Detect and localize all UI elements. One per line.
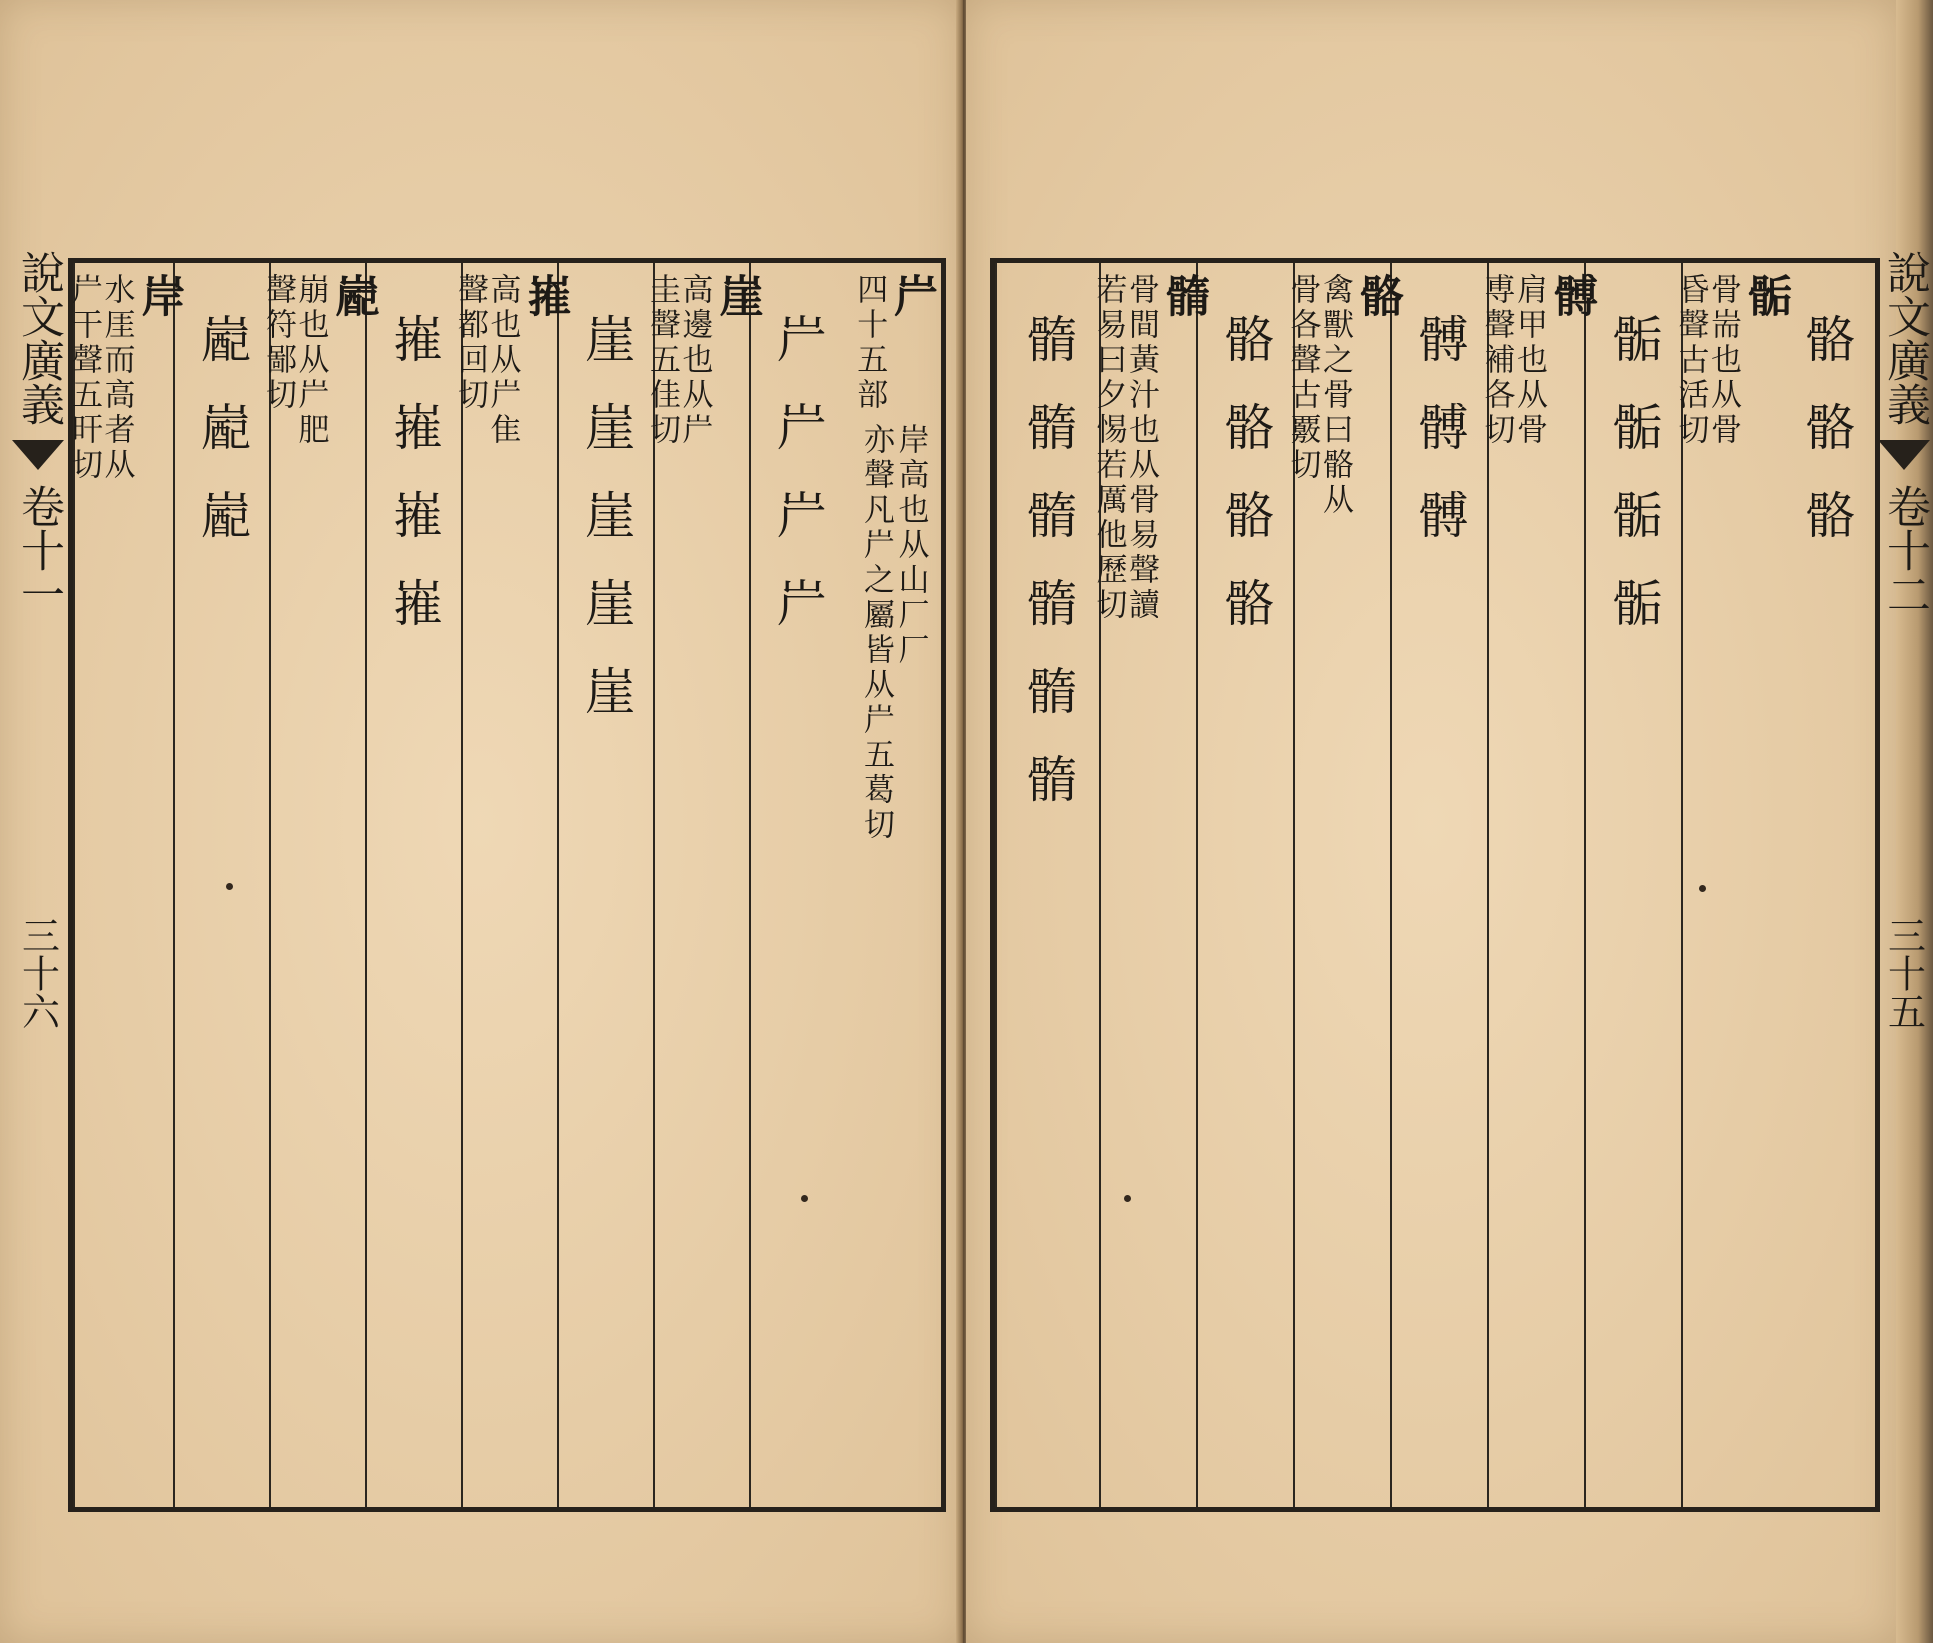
entry-head-char: 骺 xyxy=(1740,273,1792,317)
entry xyxy=(644,273,763,448)
column-3 xyxy=(644,263,763,1507)
seal-script-forms: 骼骼骼骼 xyxy=(1216,313,1275,665)
annotation-line: 四十五部 xyxy=(851,273,888,413)
entry xyxy=(1478,273,1598,448)
seal-script-forms: 屵屵屵屵 xyxy=(769,313,827,665)
annotation-line: 高邊也从屵 xyxy=(676,273,713,448)
seal-script-forms: 骺骺骺骺 xyxy=(1604,313,1663,665)
right-margin-banner xyxy=(1876,250,1932,1510)
entry xyxy=(260,273,379,448)
entry-head-char: 屵 xyxy=(886,273,938,317)
column-4 xyxy=(1478,263,1598,1507)
ink-speck xyxy=(226,883,233,890)
annotation xyxy=(853,273,886,413)
entry-head-char: 嶊 xyxy=(519,273,571,317)
annotation-line: 高也从屵隹 xyxy=(484,273,521,448)
column-9 xyxy=(995,263,1099,1507)
fish-tail-mark-icon xyxy=(1878,440,1930,470)
annotation-line: 尃聲補各切 xyxy=(1478,273,1515,448)
entry-head-char: 䯝 xyxy=(1158,273,1210,317)
annotation-pair xyxy=(1478,273,1548,448)
binding-hole xyxy=(1124,1195,1131,1202)
annotation-line: 圭聲五佳切 xyxy=(644,273,680,448)
column-5 xyxy=(1390,263,1487,1507)
column-5 xyxy=(452,263,571,1507)
annotation-pair xyxy=(452,273,521,448)
left-margin-banner xyxy=(10,250,66,1510)
seal-script-forms: 崖崖崖崖崖 xyxy=(577,313,635,753)
annotation-pair xyxy=(1672,273,1742,448)
annotation-line: 聲符鄙切 xyxy=(260,273,296,413)
book-title: 說文廣義 xyxy=(1879,250,1930,426)
annotation-line: 骨耑也从骨 xyxy=(1705,273,1742,448)
column-1 xyxy=(845,263,941,1507)
annotation-line: 屵干聲五旰切 xyxy=(66,273,102,483)
entry-head-char: 嶏 xyxy=(327,273,379,317)
volume-label: 卷十一 xyxy=(13,484,64,616)
annotation-pair xyxy=(858,423,929,843)
annotation-line: 崩也从屵肥 xyxy=(292,273,329,448)
column-4 xyxy=(557,263,653,1507)
annotation-line: 聲都回切 xyxy=(452,273,488,413)
annotation-line: 禽獸之骨曰骼从 xyxy=(1317,273,1354,518)
column-2 xyxy=(749,263,845,1507)
entry xyxy=(1284,273,1404,518)
fish-tail-mark-icon xyxy=(12,440,64,470)
seal-script-forms: 嶏嶏嶏 xyxy=(193,313,251,577)
annotation-pair xyxy=(644,273,713,448)
entry xyxy=(851,273,938,413)
entry-head-char: 骼 xyxy=(1352,273,1404,317)
annotation-pair xyxy=(260,273,329,448)
right-text-frame xyxy=(990,258,1880,1512)
column-7 xyxy=(1196,263,1293,1507)
entry-head-char: 岸 xyxy=(133,273,185,317)
binding-hole xyxy=(801,1195,808,1202)
column-8 xyxy=(173,263,269,1507)
page-number: 三十六 xyxy=(15,916,60,1030)
seal-script-forms: 嶊嶊嶊嶊 xyxy=(385,313,443,665)
column-7 xyxy=(260,263,379,1507)
annotation-pair xyxy=(1284,273,1354,518)
column-9 xyxy=(66,263,185,1507)
volume-label: 卷十二 xyxy=(1879,484,1930,616)
seal-script-forms: 骼骼骼 xyxy=(1797,313,1856,577)
column-1 xyxy=(1778,263,1875,1507)
annotation-pair xyxy=(66,273,135,483)
entry xyxy=(1090,273,1210,623)
left-text-frame xyxy=(68,258,946,1512)
entry-head-char: 髆 xyxy=(1546,273,1598,317)
annotation-line: 亦聲凡屵之屬皆从屵五葛切 xyxy=(858,423,894,843)
annotation-line: 水厓而高者从 xyxy=(98,273,135,483)
entry xyxy=(66,273,185,483)
seal-script-forms: 䯝䯝䯝䯝䯝䯝 xyxy=(1019,313,1077,841)
annotation-line: 骨各聲古覈切 xyxy=(1284,273,1321,483)
annotation-line: 昏聲古活切 xyxy=(1672,273,1709,448)
page-number: 三十五 xyxy=(1881,916,1926,1030)
annotation-pair xyxy=(1090,273,1160,623)
annotation-line: 若易曰夕惕若厲他歷切 xyxy=(1090,273,1127,623)
column-8 xyxy=(1090,263,1210,1507)
column-3 xyxy=(1584,263,1681,1507)
column-6 xyxy=(1284,263,1404,1507)
book-title: 說文廣義 xyxy=(13,250,64,426)
seal-script-forms: 髆髆髆 xyxy=(1410,313,1469,577)
entry xyxy=(1672,273,1792,448)
annotation-line: 骨間黃汁也从骨易聲讀 xyxy=(1123,273,1160,623)
annotation-line: 岸高也从山厂厂 xyxy=(892,423,929,668)
column-6 xyxy=(365,263,461,1507)
annotation xyxy=(858,419,929,843)
annotation-line: 肩甲也从骨 xyxy=(1511,273,1548,448)
entry xyxy=(452,273,571,448)
ink-speck xyxy=(1699,885,1706,892)
column-2 xyxy=(1672,263,1792,1507)
entry-head-char: 崖 xyxy=(711,273,763,317)
